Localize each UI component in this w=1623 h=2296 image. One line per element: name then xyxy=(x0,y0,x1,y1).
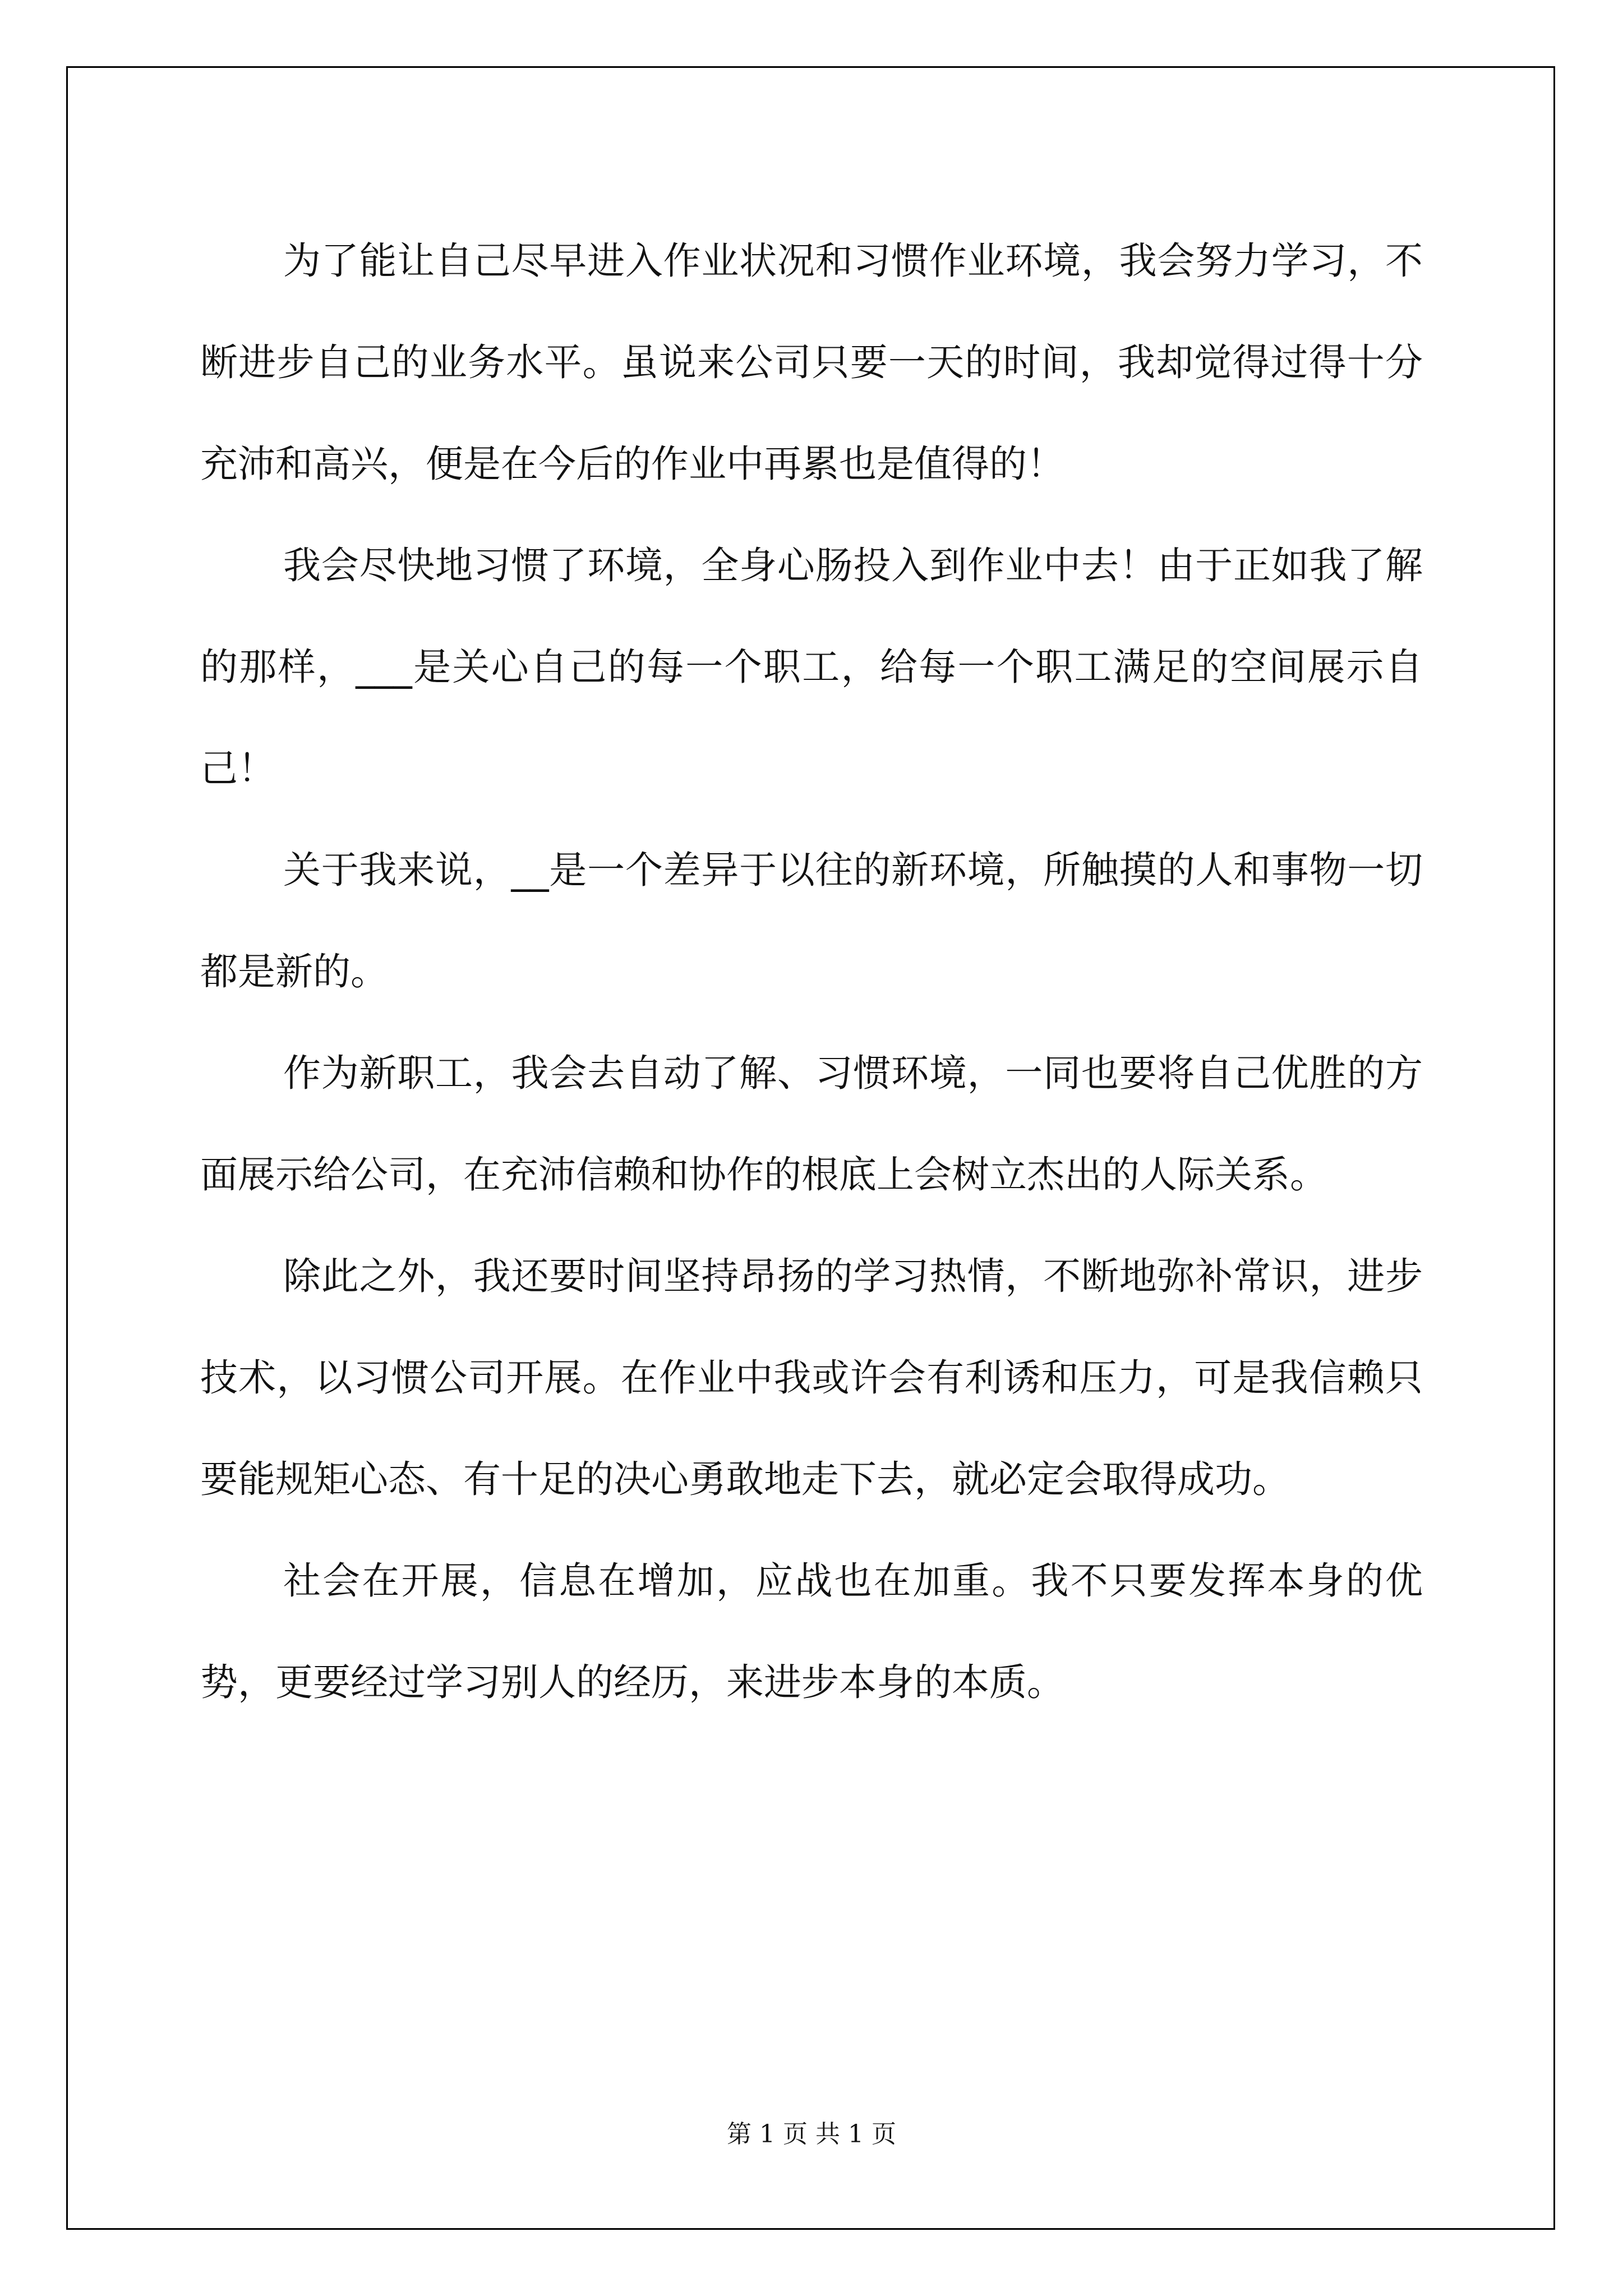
paragraph-5: 除此之外，我还要时间坚持昂扬的学习热情，不断地弥补常识，进步技术，以习惯公司开展。在作业中我或许会有利诱和压力，可是我信赖只要能规矩心态、有十足的决心勇敢地走下去，就必定会取得成功。 xyxy=(200,1254,1423,1501)
paragraph-3: 关于我来说，__是一个差异于以往的新环境，所触摸的人和事物一切都是新的。 xyxy=(200,848,1423,993)
paragraph-1: 为了能让自己尽早进入作业状况和习惯作业环境，我会努力学习，不断进步自己的业务水平。虽说来公司只要一天的时间，我却觉得过得十分充沛和高兴，便是在今后的作业中再累也是值得的！ xyxy=(200,239,1423,486)
paragraph-4: 作为新职工，我会去自动了解、习惯环境，一同也要将自己优胜的方面展示给公司，在充沛信赖和协作的根底上会树立杰出的人际关系。 xyxy=(200,1051,1423,1197)
document-body xyxy=(200,210,1423,1733)
paragraph-2: 我会尽快地习惯了环境，全身心肠投入到作业中去！由于正如我了解的那样，___是关心自己的每一个职工，给每一个职工满足的空间展示自己！ xyxy=(200,544,1423,790)
paragraph-6: 社会在开展，信息在增加，应战也在加重。我不只要发挥本身的优势，更要经过学习别人的经历，来进步本身的本质。 xyxy=(200,1559,1423,1704)
page-number-footer: 第 1 页 共 1 页 xyxy=(727,2120,896,2148)
